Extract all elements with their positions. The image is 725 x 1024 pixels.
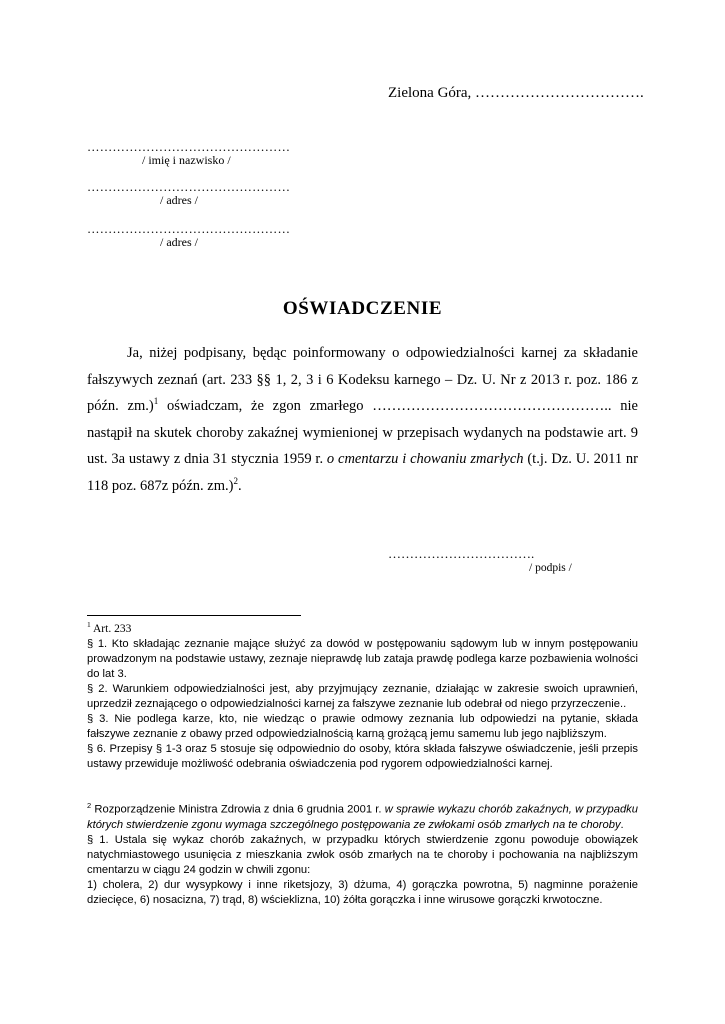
signature-blank: …………………………….	[388, 546, 535, 561]
address-blank-2: …………………………………………	[87, 222, 291, 236]
footnote-2-intro-end: .	[620, 818, 624, 831]
footnote-1-number: 1	[87, 620, 91, 629]
address-caption-2: / adres /	[160, 235, 198, 249]
footnote-2-number: 2	[87, 801, 92, 810]
footnote-1-paragraph: § 6. Przepisy § 1-3 oraz 5 stosuje się odpowiednio do osoby, która składa fałszywe oświadczenie, jeśli przepis ustawy przewiduje możliwość odebrania oświadczenia pod rygorem odpowiedzialności karnej.	[87, 742, 638, 770]
footnote-2-disease-list: 1) cholera, 2) dur wysypkowy i inne riketsjozy, 3) dżuma, 4) gorączka powrotna, 5) nagminne porażenie dziecięce, 6) nosacizna, 7) trąd, 8) wścieklizna, 10) żółta gorączka i inne wirusowe gorączki krwotoczne.	[87, 878, 638, 906]
footnote-2-intro: Rozporządzenie Ministra Zdrowia z dnia 6 grudnia 2001 r.	[91, 803, 385, 816]
name-blank: …………………………………………	[87, 140, 291, 154]
place-date: Zielona Góra, …………………………….	[388, 85, 644, 101]
footnote-2-paragraph: § 1. Ustala się wykaz chorób zakaźnych, w przypadku których stwierdzenie zgonu powoduje obowiązek natychmiastowego usunięcia z mieszkania zwłok osób zmarłych na te choroby i pochowania na najbliższym cmentarzu w ciągu 24 godzin w chwili zgonu:	[87, 833, 638, 876]
footnote-2	[87, 798, 638, 908]
footnote-1	[87, 617, 638, 772]
footnote-2-regulation-title: w sprawie wykazu chorób zakaźnych, w przypadku których stwierdzenie zgonu wymaga szczególnego postępowania ze zwłokami osób zmarłych na te choroby	[87, 803, 639, 831]
signature-caption: / podpis /	[529, 562, 572, 574]
declaration-body	[87, 340, 638, 499]
address-blank-1: …………………………………………	[87, 180, 291, 194]
footnote-1-heading: Art. 233	[93, 622, 132, 635]
address-caption-1: / adres /	[160, 193, 198, 207]
declaration-text-2: oświadczam, że zgon zmarłego ………………………………………….. nie nastąpił na skutek choroby zakaźnej wymienionej w przepisach wydanych na podstawie art. 9 ust. 3a ustawy z dnia 31 stycznia 1959 r.	[87, 398, 638, 467]
document-title: OŚWIADCZENIE	[282, 298, 443, 319]
declaration-text-3: (t.j. Dz. U. 2011 nr 118 poz. 687z późn. zm.)	[87, 451, 639, 494]
footnote-1-paragraph: § 2. Warunkiem odpowiedzialności jest, aby przyjmujący zeznanie, działając w zakresie swoich uprawnień, uprzedził zeznającego o odpowiedzialności karnej za fałszywe zeznanie lub odebrał od niego przyrzeczenie..	[87, 682, 638, 710]
declaration-text-4: .	[237, 477, 242, 494]
footnote-ref-1: 1	[153, 396, 159, 407]
footnote-1-paragraph: § 3. Nie podlega karze, kto, nie wiedząc o prawie odmowy zeznania lub odpowiedzi na pytanie, składa fałszywe zeznanie z obawy przed odpowiedzialnością karną grożącą jemu samemu lub jego najbliższym.	[87, 712, 638, 740]
footnote-separator	[87, 615, 301, 616]
name-caption: / imię i nazwisko /	[142, 153, 231, 167]
footnote-1-paragraph: § 1. Kto składając zeznanie mające służyć za dowód w postępowaniu sądowym lub w innym postępowaniu prowadzonym na podstawie ustawy, zeznaje nieprawdę lub zataja prawdę podlega karze pozbawienia wolności do lat 3.	[87, 637, 638, 680]
footnote-ref-2: 2	[233, 475, 238, 486]
declaration-text-1: Ja, niżej podpisany, będąc poinformowany o odpowiedzialności karnej za składanie fałszywych zeznań (art. 233 §§ 1, 2, 3 i 6 Kodeksu karnego – Dz. U. Nr z 2013 r. poz. 186 z późn. zm.)	[87, 345, 638, 414]
act-title: o cmentarzu i chowaniu zmarłych	[326, 451, 524, 467]
